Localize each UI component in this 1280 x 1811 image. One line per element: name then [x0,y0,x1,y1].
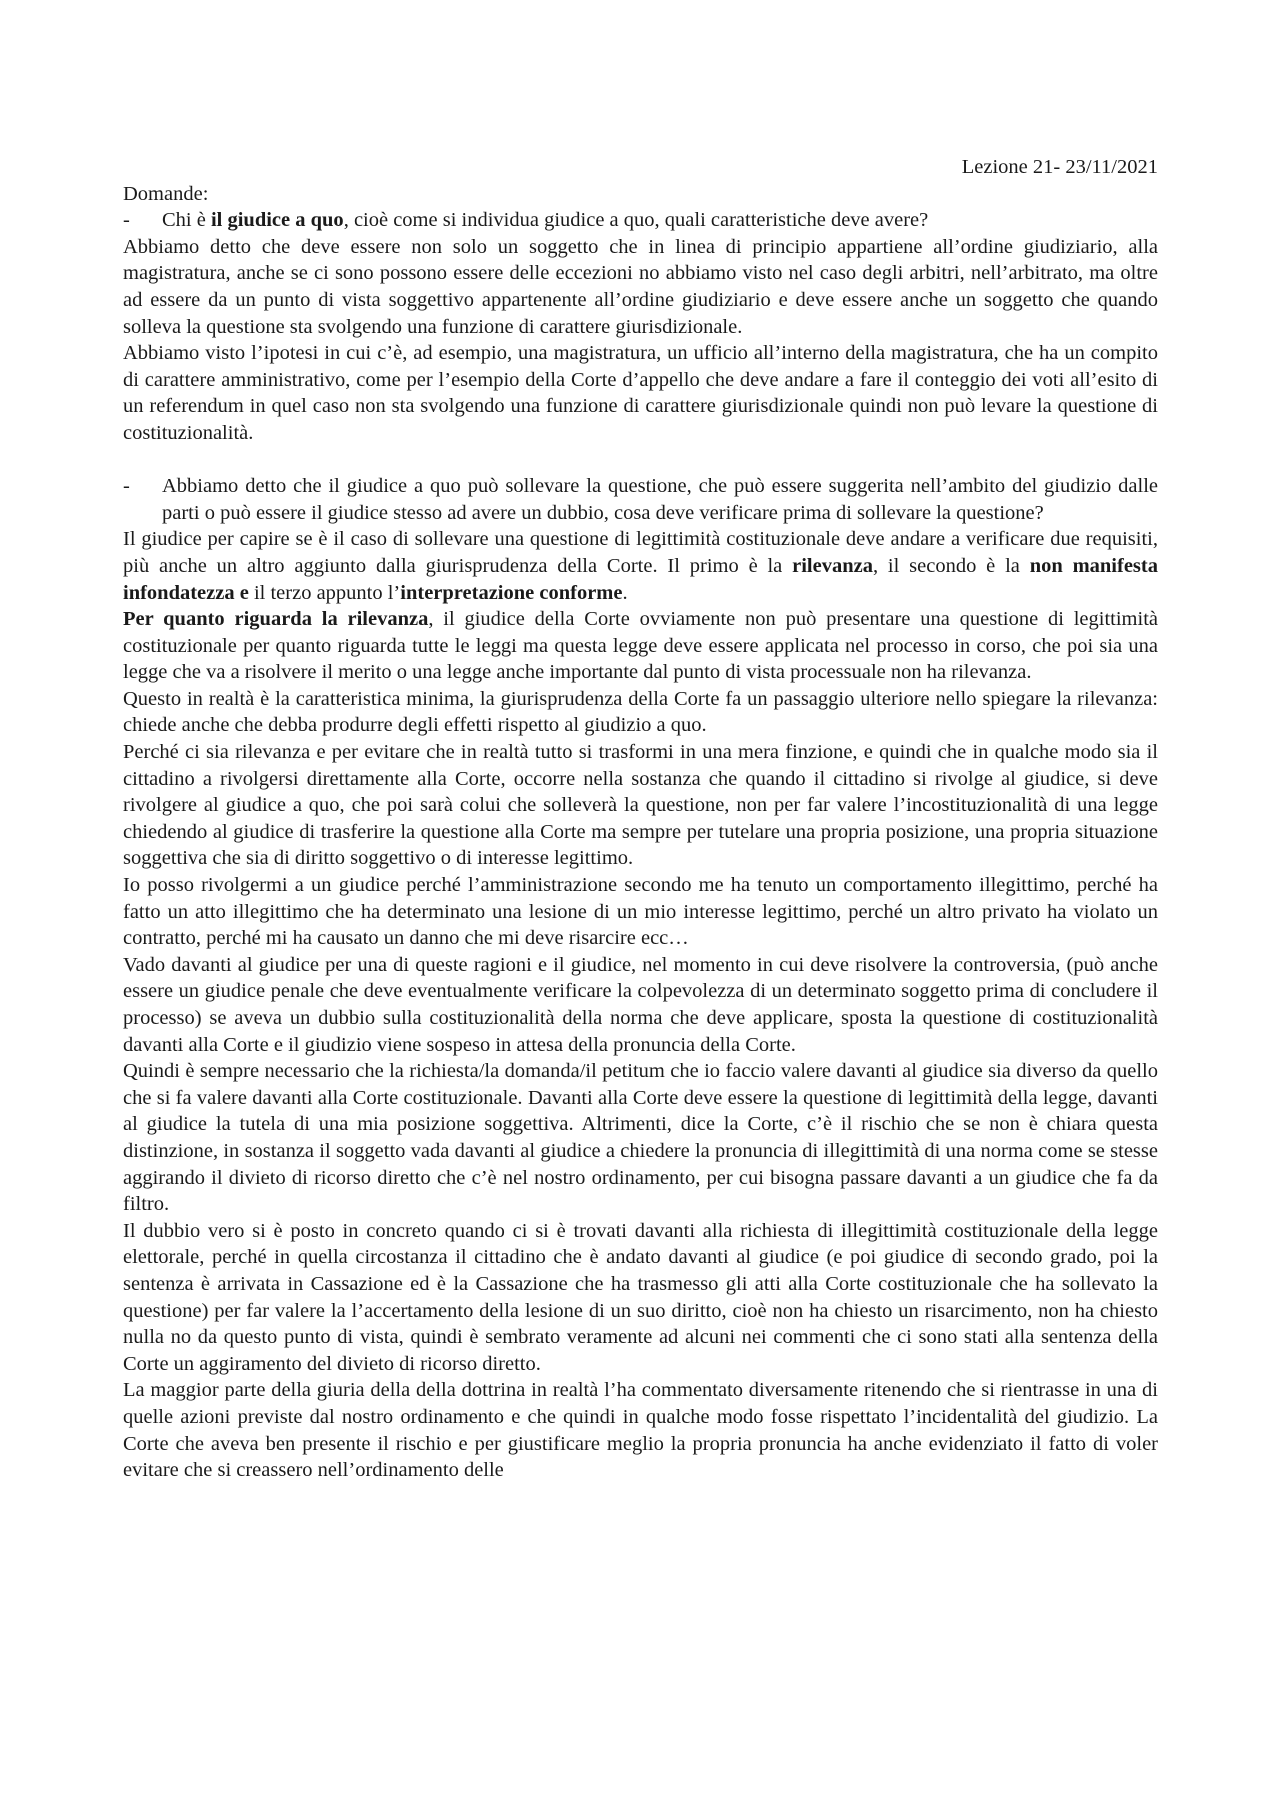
paragraph-9: Quindi è sempre necessario che la richiesta/la domanda/il petitum che io faccio valere davanti al giudice sia diverso da quello che si fa valere davanti alla Corte costituzionale. Davanti alla Corte deve essere la questione di legittimità della legge, davanti al giudice la tutela di una mia posizione soggettiva. Altrimenti, dice la Corte, c’è il rischio che se non è chiara questa distinzione, in sostanza il soggetto vada davanti al giudice a chiedere la pronuncia di illegittimità di una norma come se stesse aggirando il divieto di ricorso diretto che c’è nel nostro ordinamento, per cui bisogna passare davanti a un giudice che fa da filtro. [123,1060,1158,1216]
questions-label: Domande: [123,182,209,205]
paragraph-2: Abbiamo visto l’ipotesi in cui c’è, ad esempio, una magistratura, un ufficio all’interno della magistratura, che ha un compito di carattere amministrativo, come per l’esempio della Corte d’appello che deve andare a fare il conteggio dei voti all’esito di un referendum in quel caso non sta svolgendo una funzione di carattere giurisdizionale quindi non può levare la questione di costituzionalità. [123,342,1158,444]
p3-e: . [622,581,628,604]
paragraph-5: Questo in realtà è la caratteristica minima, la giurisprudenza della Corte fa un passaggio ulteriore nello spiegare la rilevanza: chiede anche che debba produrre degli effetti rispetto al giudizio a quo. [123,687,1158,737]
q1-bold: il giudice a quo [210,209,344,232]
paragraph-6: Perché ci sia rilevanza e per evitare che in realtà tutto si trasformi in una mera finzione, e quindi che in qualche modo sia il cittadino a rivolgersi direttamente alla Corte, occorre nella sostanza che quando il cittadino si rivolge al giudice, si deve rivolgere al giudice a quo, che poi sarà colui che solleverà la questione, non per far valere l’incostituzionalità di una legge chiedendo al giudice di trasferire la questione alla Corte ma sempre per tutelare una propria posizione, una propria situazione soggettiva che sia di diritto soggettivo o di interesse legittimo. [123,741,1158,870]
q1-post: , cioè come si individua giudice a quo, quali caratteristiche deve avere? [343,209,929,232]
lesson-header: Lezione 21- 23/11/2021 [961,156,1158,178]
p3-rilevanza: rilevanza [792,554,873,577]
p4-rest: , il giudice della Corte ovviamente non può presentare una questione di legittimità costituzionale per quanto riguarda tutte le leggi ma questa legge deve essere applicata nel processo in corso, che poi sia una legge che va a risolvere il merito o una legge anche importante dal punto di vista processuale non ha rilevanza. [123,608,1158,684]
p3-infondatezza: non manifesta infondatezza e [123,554,1158,604]
paragraph-8: Vado davanti al giudice per una di queste ragioni e il giudice, nel momento in cui deve risolvere la controversia, (può anche essere un giudice penale che deve eventualmente verificare la colpevolezza di un determinato soggetto prima di concludere il processo) se aveva un dubbio sulla costituzionalità della norma che deve applicare, sposta la questione di costituzionalità davanti alla Corte e il giudizio viene sospeso in attesa della pronuncia della Corte. [123,953,1158,1056]
p3-interpretazione: interpretazione conforme [400,581,623,604]
question-2 [123,473,1158,526]
paragraph-4 [123,606,1158,686]
bullet-dash: - [123,475,130,498]
paragraph-10: Il dubbio vero si è posto in concreto quando ci si è trovati davanti alla richiesta di illegittimità costituzionale della legge elettorale, perché in quella circostanza il cittadino che è andato davanti al giudice (e poi giudice di secondo grado, poi la sentenza è arrivata in Cassazione ed è la Cassazione che ha trasmesso gli atti alla Corte costituzionale che ha sollevato la questione) per far valere la l’accertamento della lesione di un suo diritto, cioè non ha chiesto un risarcimento, non ha chiesto nulla no da questo punto di vista, quindi è sembrato veramente ad alcuni nei commenti che ci sono stati alla sentenza della Corte un aggiramento del divieto di ricorso diretto. [123,1219,1158,1375]
paragraph-3 [123,526,1158,606]
paragraph-11: La maggior parte della giuria della della dottrina in realtà l’ha commentato diversamente ritenendo che si rientrasse in una di quelle azioni previste dal nostro ordinamento e che quindi in qualche modo fosse rispettato l’incidentalità del giudizio. La Corte che aveva ben presente il rischio e per giustificare meglio la propria pronuncia ha anche evidenziato il fatto di voler evitare che si creassero nell’ordinamento delle [123,1379,1158,1482]
p3-a: Il giudice per capire se è il caso di sollevare una questione di legittimità costituzionale deve andare a verificare due requisiti, più anche un altro aggiunto dalla giurisprudenza della Corte. Il primo è la [123,528,1158,577]
question-1 [123,207,1158,234]
bullet-dash: - [123,209,130,232]
p3-d: il terzo appunto l’ [248,581,401,604]
spacer [123,447,1158,474]
q1-pre: Chi è [162,209,211,232]
paragraph-7: Io posso rivolgermi a un giudice perché l’amministrazione secondo me ha tenuto un comportamento illegittimo, perché ha fatto un atto illegittimo che ha determinato una lesione di un mio interesse legittimo, perché un altro privato ha violato un contratto, perché mi ha causato un danno che mi deve risarcire ecc… [123,874,1158,950]
question-2-text: Abbiamo detto che il giudice a quo può sollevare la questione, che può essere suggerita nell’ambito del giudizio dalle parti o può essere il giudice stesso ad avere un dubbio, cosa deve verificare prima di sollevare la questione? [162,475,1158,524]
p3-c: , il secondo è la [872,554,1030,577]
document-page [123,150,1158,1484]
question-1-text [162,207,1158,234]
paragraph-1: Abbiamo detto che deve essere non solo un soggetto che in linea di principio appartiene all’ordine giudiziario, alla magistratura, anche se ci sono possono essere delle eccezioni no abbiamo visto nel caso degli arbitri, nell’arbitrato, ma oltre ad essere da un punto di vista soggettivo appartenente all’ordine giudiziario e deve essere anche un soggetto che quando solleva la questione sta svolgendo una funzione di carattere giurisdizionale. [123,235,1158,338]
p4-bold: Per quanto riguarda la rilevanza [123,608,429,631]
